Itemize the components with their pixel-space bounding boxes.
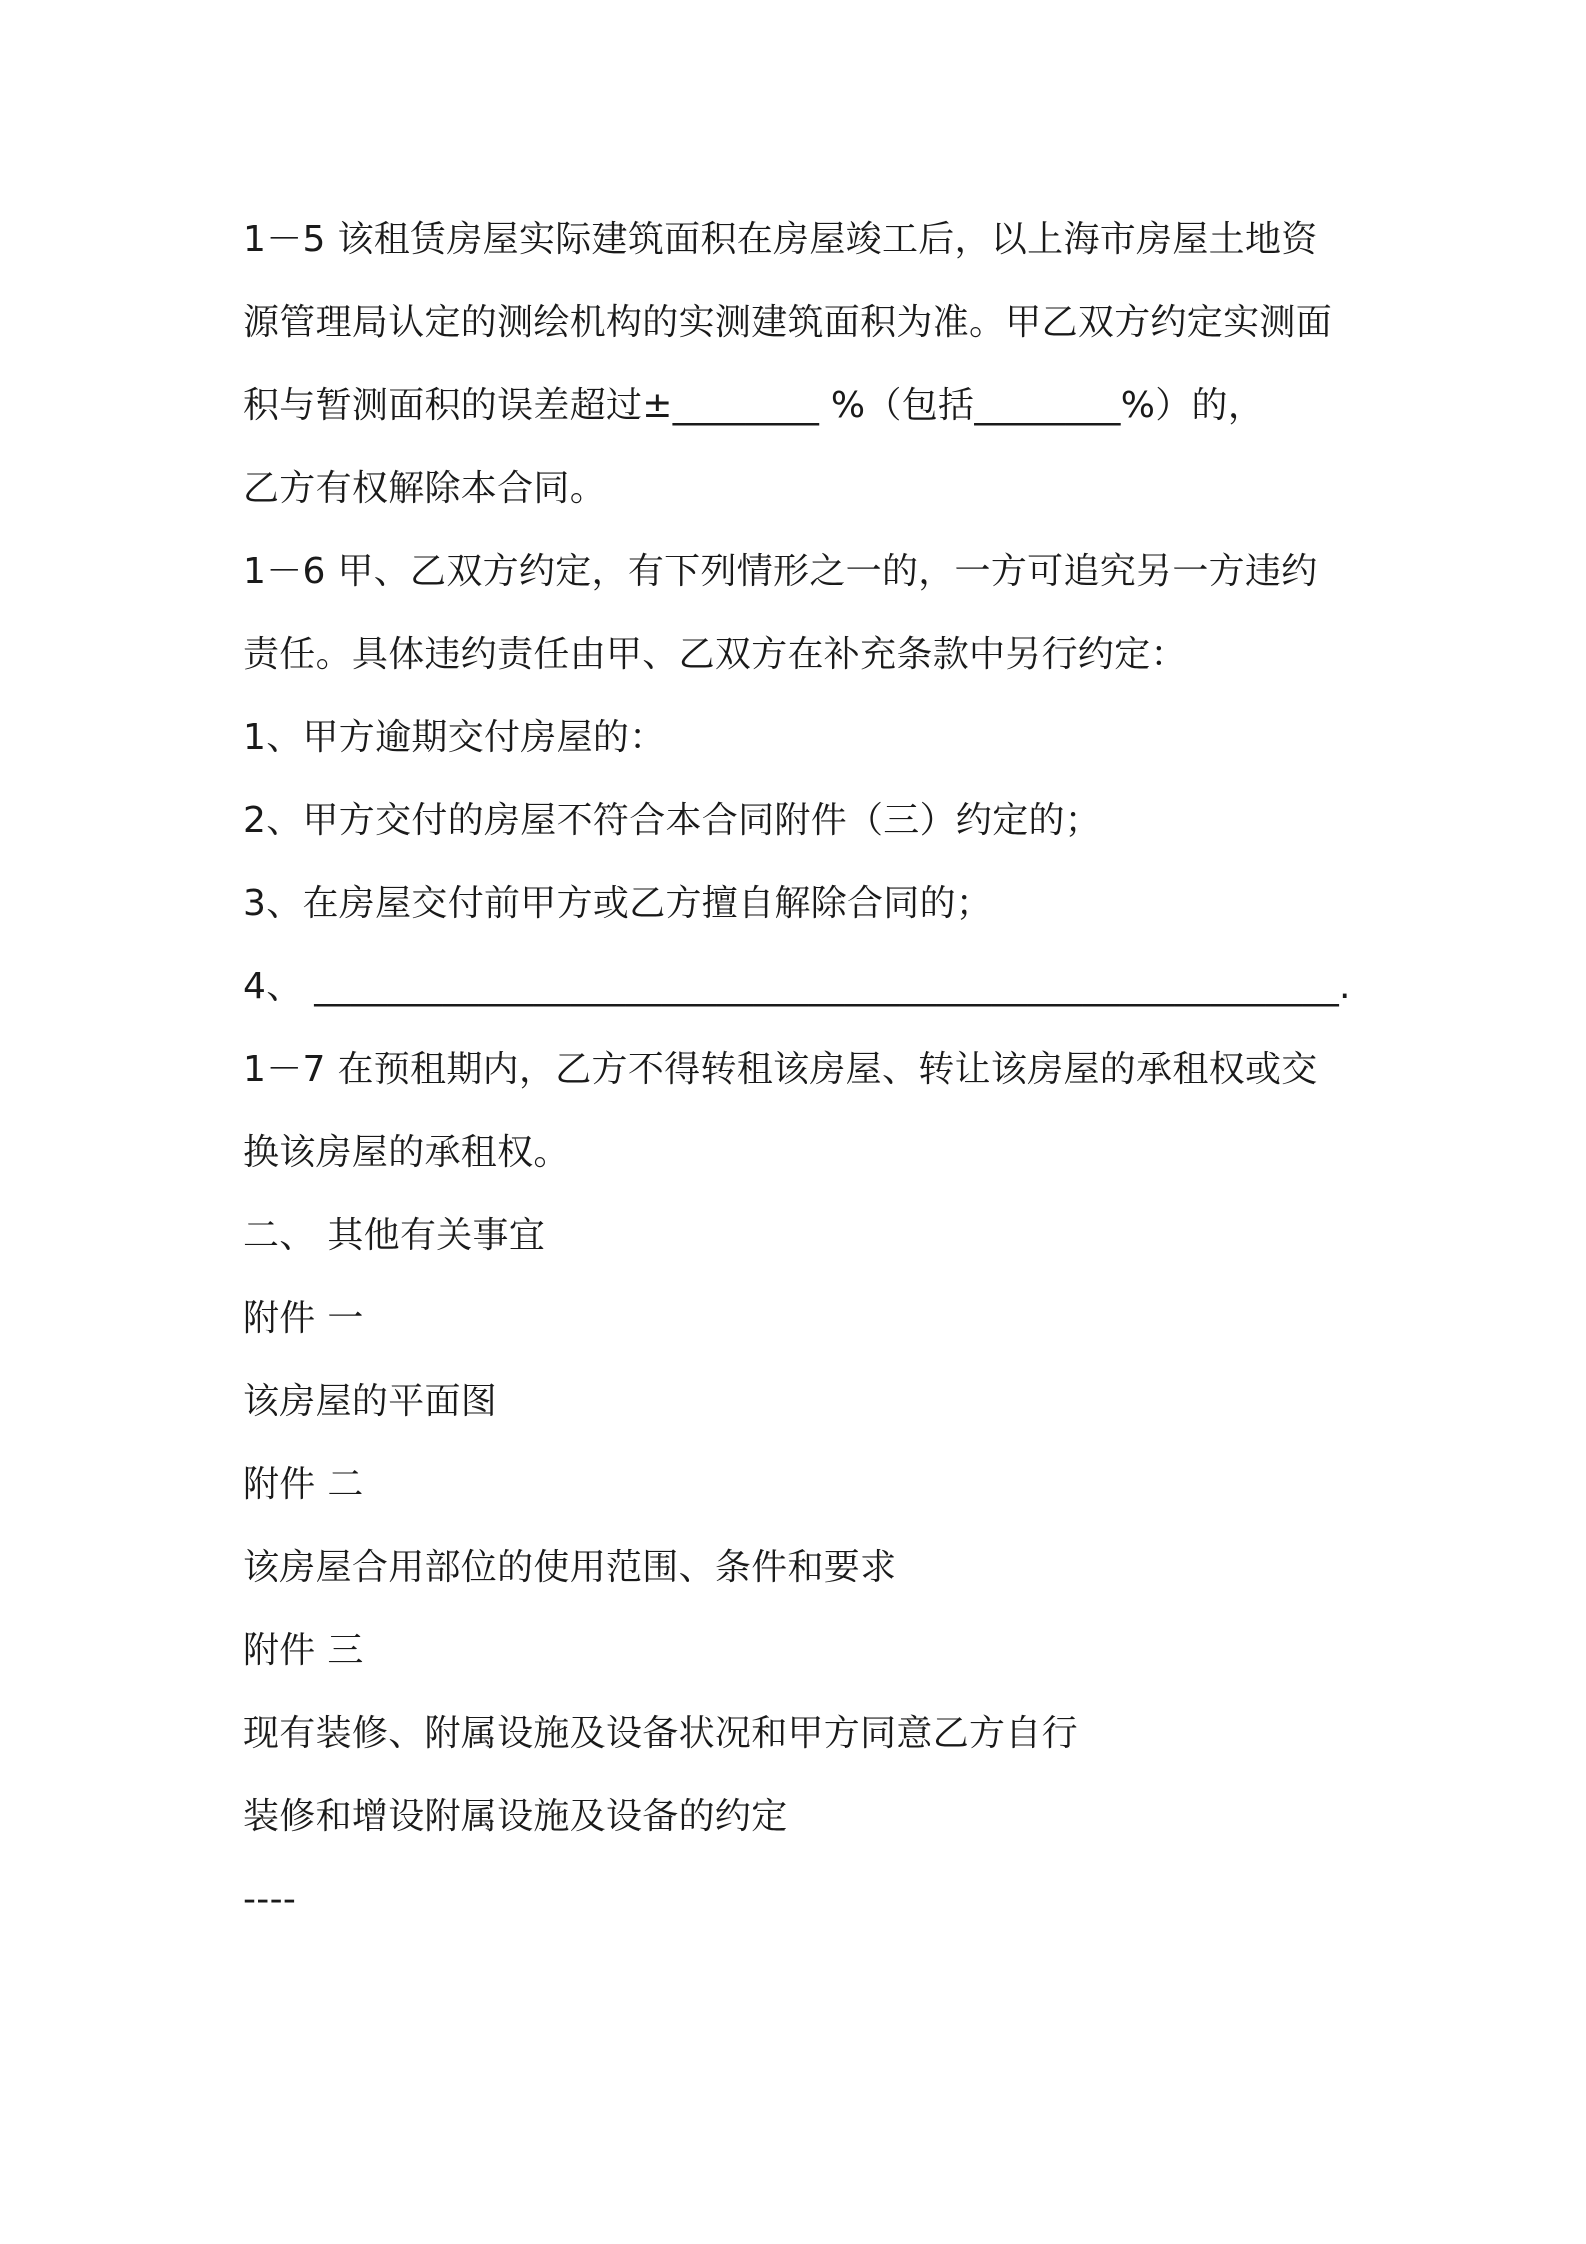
list-item-3: 3、在房屋交付前甲方或乙方擅自解除合同的；	[243, 883, 993, 924]
attachment-3-title-line-2: 装修和增设附属设施及设备的约定	[243, 1796, 788, 1837]
clause-1-6-line-2: 责任。具体违约责任由甲、乙双方在补充条款中另行约定：	[243, 634, 1187, 675]
clause-1-5-line-2: 源管理局认定的测绘机构的实测建筑面积为准。甲乙双方约定实测面	[243, 302, 1333, 343]
clause-1-5-line-3: 积与暂测面积的误差超过±________ %（包括________%）的，	[243, 385, 1265, 426]
clause-1-7-line-1: 1－7 在预租期内，乙方不得转租该房屋、转让该房屋的承租权或交	[243, 1049, 1318, 1090]
end-separator: ----	[243, 1879, 297, 1920]
attachment-1-label: 附件 一	[243, 1298, 364, 1339]
attachment-1-title: 该房屋的平面图	[243, 1381, 498, 1422]
attachment-3-label: 附件 三	[243, 1630, 364, 1671]
clause-1-6-line-1: 1－6 甲、乙双方约定，有下列情形之一的，一方可追究另一方违约	[243, 551, 1318, 592]
attachment-2-title: 该房屋合用部位的使用范围、条件和要求	[243, 1547, 897, 1588]
section-heading-2: 二、 其他有关事宜	[243, 1215, 546, 1256]
attachment-3-title-line-1: 现有装修、附属设施及设备状况和甲方同意乙方自行	[243, 1713, 1078, 1754]
list-item-2: 2、甲方交付的房屋不符合本合同附件（三）约定的；	[243, 800, 1102, 841]
clause-1-7-line-2: 换该房屋的承租权。	[243, 1132, 570, 1173]
clause-1-5-line-1: 1－5 该租赁房屋实际建筑面积在房屋竣工后，以上海市房屋土地资	[243, 219, 1318, 260]
clause-1-5-line-4: 乙方有权解除本合同。	[243, 468, 607, 509]
attachment-2-label: 附件 二	[243, 1464, 364, 1505]
list-item-1: 1、甲方逾期交付房屋的：	[243, 717, 666, 758]
document-body	[243, 198, 1363, 1941]
list-item-4: 4、 ________________________________________________________.	[243, 966, 1351, 1007]
